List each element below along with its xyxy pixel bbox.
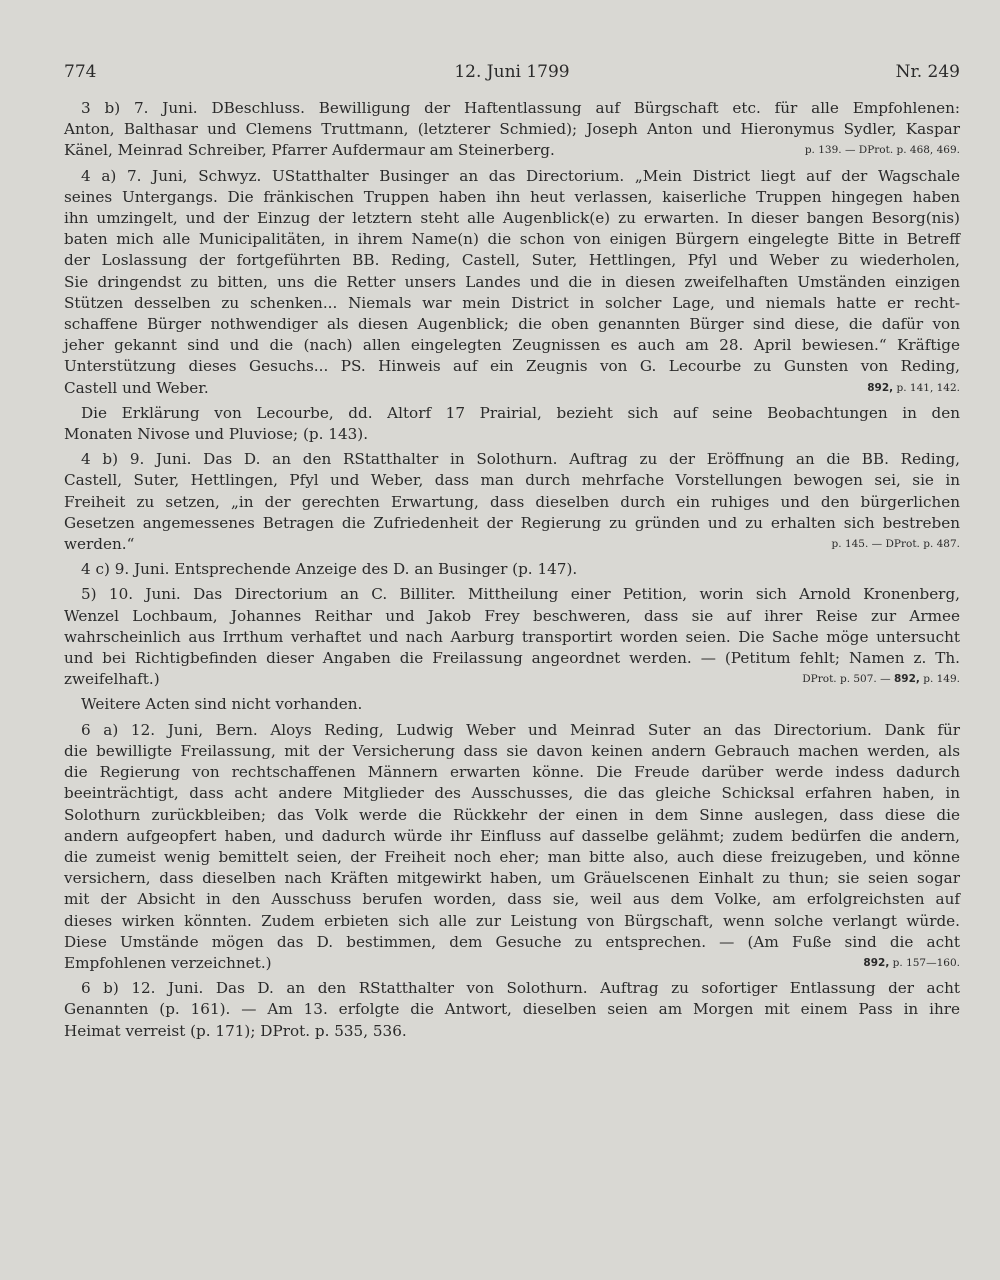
- text-line: Stützen desselben zu schenken... Niemals war mein District in solcher Lage, und niemals hatte er recht-: [64, 293, 960, 312]
- paragraph-4a: [64, 166, 960, 399]
- text-line: Solothurn zurückbleiben; das Volk werde die Rückkehr der einen in dem Sinne auslegen, dass diese die: [64, 805, 960, 824]
- text-line: [64, 953, 960, 974]
- text-line: 4 a) 7. Juni, Schwyz. UStatthalter Businger an das Directorium. „Mein District liegt auf der Wagschale: [81, 166, 960, 185]
- text-line: Genannten (p. 161). — Am 13. erfolgte die Antwort, dieselben seien am Morgen mit einem Pass in ihre: [64, 1000, 960, 1019]
- text-line: Unterstützung dieses Gesuchs... PS. Hinweis auf ein Zeugnis von G. Lecourbe zu Gunsten von Reding,: [64, 357, 960, 376]
- volume-number: 892,: [867, 381, 894, 394]
- page-number: 774: [64, 62, 97, 82]
- paragraph-6a: [64, 720, 960, 974]
- text-line: Sie dringendst zu bitten, uns die Retter unsers Landes und die in diesen zweifelhaften Umständen einzigen: [64, 272, 960, 291]
- text-line: und bei Richtigbefinden dieser Angaben die Freilassung angeordnet werden. — (Petitum fehlt; Namen z. Th.: [64, 649, 960, 668]
- text-line: Castell, Suter, Hettlingen, Pfyl und Weber, dass man durch mehrfache Vorstellungen bewogen sei, sie in: [64, 471, 960, 490]
- text-line: jeher gekannt sind und die (nach) allen eingelegten Zeugnissen es auch am 28. April bewiesen.“ Kräftige: [64, 336, 960, 355]
- text-line: versichern, dass dieselben nach Kräften mitgewirkt haben, um Gräuelscenen Einhalt zu thun; sie seien sogar: [64, 869, 960, 888]
- text-line: beeinträchtigt, dass acht andere Mitglieder des Ausschusses, die das gleiche Schicksal erfahren haben, in: [64, 784, 960, 803]
- protocol-reference: DProt. p. 507. —: [802, 673, 891, 686]
- text-line: mit der Absicht in den Ausschuss berufen worden, dass sie, weil aus dem Volke, am erfolgreichsten auf: [64, 890, 960, 909]
- text-line: 6 b) 12. Juni. Das D. an den RStatthalter von Solothurn. Auftrag zu sofortiger Entlassung der acht: [81, 979, 960, 998]
- text-segment: Castell und Weber.: [64, 378, 209, 397]
- paragraph-weitere: [64, 694, 960, 715]
- text-line: baten mich alle Municipalitäten, in ihrem Name(n) die schon von einigen Bürgern eingelegte Bitte in Betreff: [64, 230, 960, 249]
- text-line: Heimat verreist (p. 171); DProt. p. 535, 536.: [64, 1021, 407, 1040]
- text-line: 4 c) 9. Juni. Entsprechende Anzeige des D. an Businger (p. 147).: [81, 560, 578, 579]
- paragraph-4b: [64, 449, 960, 555]
- volume-number: 892,: [863, 956, 890, 969]
- text-line: wahrscheinlich aus Irrthum verhaftet und nach Aarburg transportirt worden seien. Die Sache möge untersucht: [64, 627, 960, 646]
- page-reference: p. 141, 142.: [896, 381, 960, 394]
- text-line: [64, 534, 960, 555]
- text-segment: werden.“: [64, 535, 135, 554]
- page-header: [64, 62, 960, 86]
- volume-number: 892,: [893, 673, 920, 686]
- text-segment: Känel, Meinrad Schreiber, Pfarrer Aufdermaur am Steinerberg.: [64, 141, 555, 160]
- paragraph-3b: [64, 98, 960, 162]
- source-reference: p. 139. — DProt. p. 468, 469.: [804, 144, 960, 157]
- text-line: ihn umzingelt, und der Einzug der letztern steht alle Augenblick(e) zu erwarten. In dieser bangen Besorg(nis): [64, 209, 960, 228]
- text-line: Monaten Nivose und Pluviose; (p. 143).: [64, 425, 369, 444]
- document-number: Nr. 249: [895, 62, 960, 82]
- text-line: 3 b) 7. Juni. DBeschluss. Bewilligung der Haftentlassung auf Bürgschaft etc. für alle Empfohlenen:: [81, 99, 960, 117]
- text-line: Diese Umstände mögen das D. bestimmen, dem Gesuche zu entsprechen. — (Am Fuße sind die acht: [64, 932, 960, 951]
- text-line: Freiheit zu setzen, „in der gerechten Erwartung, dass dieselben durch ein ruhiges und den bürgerlichen: [64, 492, 960, 511]
- text-line: der Loslassung der fortgeführten BB. Reding, Castell, Suter, Hettlingen, Pfyl und Weber zu wiederholen,: [64, 251, 960, 270]
- paragraph-6b: [64, 978, 960, 1042]
- text-line: die zumeist wenig bemittelt seien, der Freiheit noch eher; man bitte also, auch diese freizugeben, und könne: [64, 847, 960, 866]
- text-line: Wenzel Lochbaum, Johannes Reithar und Jakob Frey beschweren, dass sie auf ihrer Reise zur Armee: [64, 606, 960, 625]
- text-line: [64, 378, 960, 399]
- page-body: [64, 98, 960, 1046]
- text-line: Weitere Acten sind nicht vorhanden.: [81, 695, 363, 714]
- header-date: 12. Juni 1799: [454, 62, 570, 82]
- text-line: dieses wirken könnten. Zudem erbieten sich alle zur Leistung von Bürgschaft, wenn solche verlangt würde.: [64, 911, 960, 930]
- page-reference: p. 149.: [923, 673, 960, 686]
- text-line: Anton, Balthasar und Clemens Truttmann, (letzterer Schmied); Joseph Anton und Hieronymus Sydler, Kaspar: [64, 120, 960, 139]
- text-line: [64, 669, 960, 690]
- paragraph-4c: [64, 559, 960, 580]
- text-line: schaffene Bürger nothwendiger als diesen Augenblick; die oben genannten Bürger sind diese, die dafür von: [64, 315, 960, 334]
- source-reference: p. 145. — DProt. p. 487.: [831, 538, 960, 551]
- source-reference: [863, 953, 960, 974]
- paragraph-lecourbe: [64, 403, 960, 445]
- text-segment: Empfohlenen verzeichnet.): [64, 953, 272, 972]
- text-line: 5) 10. Juni. Das Directorium an C. Billiter. Mittheilung einer Petition, worin sich Arnold Kronenberg,: [81, 585, 960, 604]
- paragraph-5: [64, 584, 960, 690]
- page-reference: p. 157—160.: [892, 956, 960, 969]
- text-line: 4 b) 9. Juni. Das D. an den RStatthalter in Solothurn. Auftrag zu der Eröffnung an die BB. Reding,: [81, 450, 960, 469]
- text-line: Die Erklärung von Lecourbe, dd. Altorf 17 Prairial, bezieht sich auf seine Beobachtungen in den: [81, 403, 960, 422]
- text-line: die bewilligte Freilassung, mit der Versicherung dass sie davon keinen andern Gebrauch machen werden, als: [64, 741, 960, 760]
- text-line: 6 a) 12. Juni, Bern. Aloys Reding, Ludwig Weber und Meinrad Suter an das Directorium. Dank für: [81, 720, 960, 739]
- text-line: andern aufgeopfert haben, und dadurch würde ihr Einfluss auf dasselbe gelähmt; zudem bedürfen die andern,: [64, 826, 960, 845]
- source-reference: [802, 669, 960, 690]
- text-line: [64, 140, 960, 161]
- text-line: seines Untergangs. Die fränkischen Truppen haben ihn heut verlassen, kaiserliche Truppen hingegen haben: [64, 187, 960, 206]
- source-reference: [867, 378, 960, 399]
- text-segment: zweifelhaft.): [64, 670, 160, 689]
- text-line: die Regierung von rechtschaffenen Männern erwarten könne. Die Freude darüber werde indess dadurch: [64, 763, 960, 782]
- text-line: Gesetzen angemessenes Betragen die Zufriedenheit der Regierung zu gründen und zu erhalten sich bestreben: [64, 513, 960, 532]
